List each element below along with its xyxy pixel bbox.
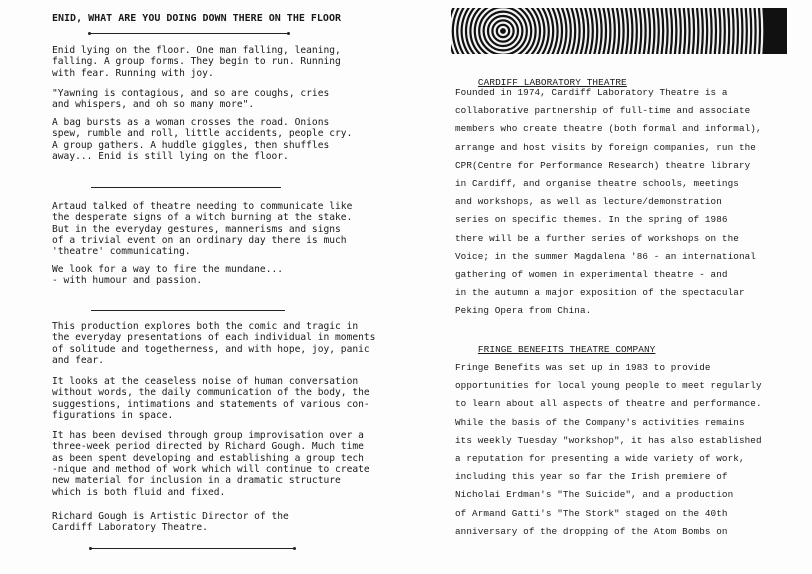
text-line: But in the everyday gestures, mannerisms and signs bbox=[52, 223, 341, 235]
text-line: anniversary of the dropping of the Atom Bombs on bbox=[455, 525, 728, 537]
text-line: with fear. Running with joy. bbox=[52, 67, 214, 79]
text-line: "Yawning is contagious, and so are coughs, cries bbox=[52, 88, 330, 99]
text-line: to learn about all aspects of theatre and performance. bbox=[455, 398, 762, 410]
text-line: in Cardiff, and organise theatre schools, meetings bbox=[455, 177, 739, 189]
text-line: including this year so far the Irish premiere of bbox=[455, 471, 728, 483]
text-line: Founded in 1974, Cardiff Laboratory Theatre is a bbox=[455, 87, 728, 98]
text-line: 'theatre' communicating. bbox=[52, 246, 191, 258]
divider bbox=[91, 310, 285, 311]
paragraph-cardiff bbox=[455, 84, 762, 320]
text-line: away... Enid is still lying on the floor. bbox=[52, 150, 289, 162]
paragraph bbox=[52, 117, 352, 162]
text-line: Cardiff Laboratory Theatre. bbox=[52, 522, 208, 534]
text-line: of a trivial event on an ordinary day there is much bbox=[52, 234, 347, 246]
text-line: there will be a further series of workshops on the bbox=[455, 232, 739, 244]
text-line: a reputation for presenting a wide variety of work, bbox=[455, 452, 745, 464]
paragraph bbox=[52, 376, 370, 421]
text-line: as been spent developing and establishing a group tech bbox=[52, 452, 364, 464]
text-line: It looks at the ceaseless noise of human conversation bbox=[52, 376, 359, 387]
divider-end bbox=[89, 547, 92, 550]
text-line: arrange and host visits by foreign companies, run the bbox=[455, 141, 756, 153]
text-line: the everyday presentations of each individual in moments bbox=[52, 332, 376, 344]
text-line: of solitude and togetherness, and with hope, joy, panic bbox=[52, 343, 370, 355]
text-line: While the basis of the Company's activities remains bbox=[455, 416, 745, 428]
paragraph bbox=[52, 511, 289, 534]
text-line: the desperate signs of a witch burning at the stake. bbox=[52, 212, 353, 224]
paragraph bbox=[52, 264, 283, 287]
heading-text: FRINGE BENEFITS THEATRE COMPANY bbox=[477, 344, 656, 355]
text-line: It has been devised through group improvisation over a bbox=[52, 430, 364, 441]
text-line: and workshops, as well as lecture/demonstration bbox=[455, 196, 722, 208]
paragraph bbox=[52, 321, 375, 366]
text-line: -nique and method of work which will continue to create bbox=[52, 463, 370, 475]
text-line: in the autumn a major exposition of the spectacular bbox=[455, 287, 745, 299]
text-line: falling. A group forms. They begin to run. Running bbox=[52, 56, 341, 68]
text-line: A group gathers. A huddle giggles, then shuffles bbox=[52, 139, 330, 151]
text-line: We look for a way to fire the mundane... bbox=[52, 264, 284, 275]
paragraph bbox=[52, 88, 329, 111]
page-title: ENID, WHAT ARE YOU DOING DOWN THERE ON THE FLOOR bbox=[52, 13, 341, 24]
divider-end bbox=[88, 32, 91, 35]
text-line: three-week period directed by Richard Gough. Much time bbox=[52, 441, 364, 453]
text-line: suggestions, intimations and statements of various con- bbox=[52, 398, 370, 410]
text-line: Enid lying on the floor. One man falling, leaning, bbox=[52, 45, 341, 56]
text-line: opportunities for local young people to meet regularly bbox=[455, 380, 762, 392]
heading-text: CARDIFF LABORATORY THEATRE bbox=[477, 77, 627, 88]
text-line: members who create theatre (both formal and informal), bbox=[455, 123, 762, 135]
text-line: and whispers, and oh so many more". bbox=[52, 99, 255, 111]
text-line: and fear. bbox=[52, 354, 104, 366]
paragraph bbox=[52, 45, 341, 79]
text-line: of Armand Gatti's "The Stork" staged on the 40th bbox=[455, 507, 728, 519]
text-line: Voice; in the summer Magdalena '86 - an international bbox=[455, 250, 756, 262]
text-line: without words, the daily communication of the body, the bbox=[52, 387, 370, 399]
text-line: A bag bursts as a woman crosses the road. Onions bbox=[52, 117, 330, 128]
text-line: Nicholai Erdman's "The Suicide", and a production bbox=[455, 489, 734, 501]
text-line: its weekly Tuesday "workshop", it has also established bbox=[455, 434, 762, 446]
text-line: Artaud talked of theatre needing to communicate like bbox=[52, 201, 353, 212]
text-line: series on specific themes. In the spring of 1986 bbox=[455, 214, 728, 226]
text-line: figurations in space. bbox=[52, 409, 174, 421]
text-line: This production explores both the comic and tragic in bbox=[52, 321, 359, 332]
divider bbox=[91, 548, 295, 549]
divider bbox=[89, 33, 289, 34]
text-line: collaborative partnership of full-time and associate bbox=[455, 105, 751, 117]
paragraph bbox=[52, 201, 352, 258]
divider bbox=[91, 187, 281, 188]
paragraph bbox=[52, 430, 370, 498]
text-line: Fringe Benefits was set up in 1983 to provide bbox=[455, 362, 711, 373]
concentric-rings-graphic bbox=[451, 8, 787, 54]
text-line: spew, rumble and roll, little accidents, people cry. bbox=[52, 128, 353, 140]
divider-end bbox=[287, 32, 290, 35]
paragraph-fringe bbox=[455, 359, 762, 541]
text-line: CPR(Centre for Performance Research) theatre library bbox=[455, 159, 751, 171]
text-line: new material for inclusion in a dramatic structure bbox=[52, 475, 341, 487]
divider-end bbox=[293, 547, 296, 550]
text-line: - with humour and passion. bbox=[52, 275, 203, 287]
text-line: which is both fluid and fixed. bbox=[52, 486, 226, 498]
text-line: gathering of women in experimental theatre - and bbox=[455, 268, 728, 280]
text-line: Peking Opera from China. bbox=[455, 305, 592, 317]
text-line: Richard Gough is Artistic Director of the bbox=[52, 511, 289, 522]
